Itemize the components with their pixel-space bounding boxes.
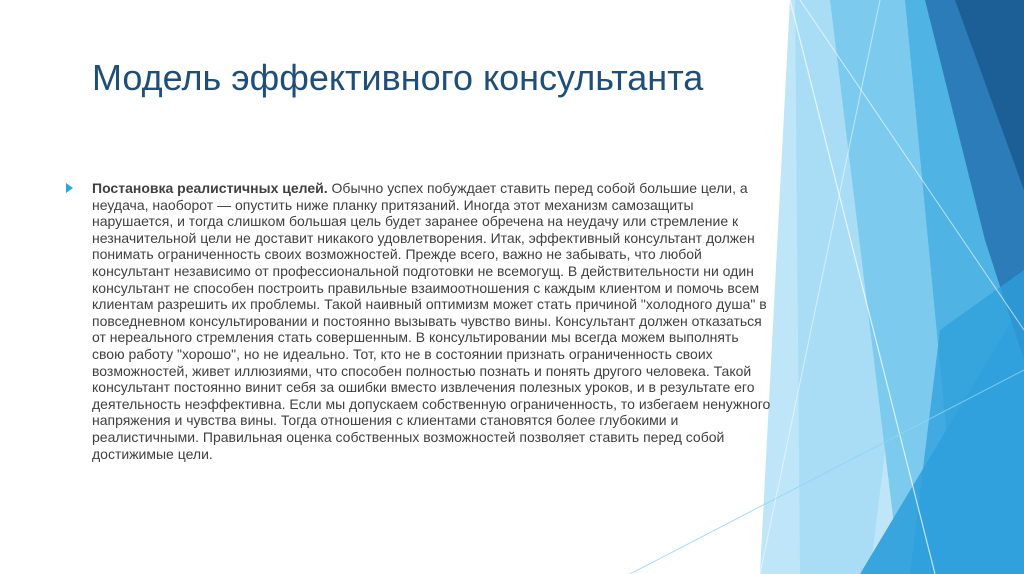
slide-title: Модель эффективного консультанта xyxy=(92,57,704,98)
triangle-bullet-icon xyxy=(66,183,73,193)
bullet-item xyxy=(92,180,772,462)
bullet-list xyxy=(92,180,772,462)
bullet-body-text: Обычно успех побуждает ставить перед собой большие цели, а неудача, наоборот — опустить ниже планку притязаний. Иногда этот механизм самозащиты нарушается, и тогда слишком большая цель будет заранее обречена на неудачу или стремление к незначительной цели не доставит никакого удовлетворения. Итак, эффективный консультант должен понимать ограниченность своих возможностей. Прежде всего, важно не забывать, что любой консультант независимо от профессиональной подготовки не всемогущ. В действительности ни один консультант не способен построить правильные взаимоотношения с каждым клиентом и помочь всем клиентам разрешить их проблемы. Такой наивный оптимизм может стать причиной "холодного душа" в повседневном консультировании и постоянно вызывать чувство вины. Консультант должен отказаться от нереального стремления стать совершенным. В консультировании мы всегда можем выполнять свою работу "хорошо", но не идеально. Тот, кто не в состоянии признать ограниченность своих возможностей, живет иллюзиями, что способен полностью познать и понять другого человека. Такой консультант постоянно винит себя за ошибки вместо извлечения полезных уроков, и в результате его деятельность неэффективна. Если мы допускаем собственную ограниченность, то избегаем ненужного напряжения и чувства вины. Тогда отношения с клиентами становятся более глубокими и реалистичными. Правильная оценка собственных возможностей позволяет ставить перед собой достижимые цели. xyxy=(92,180,771,462)
bullet-lead-text: Постановка реалистичных целей. xyxy=(92,180,328,196)
